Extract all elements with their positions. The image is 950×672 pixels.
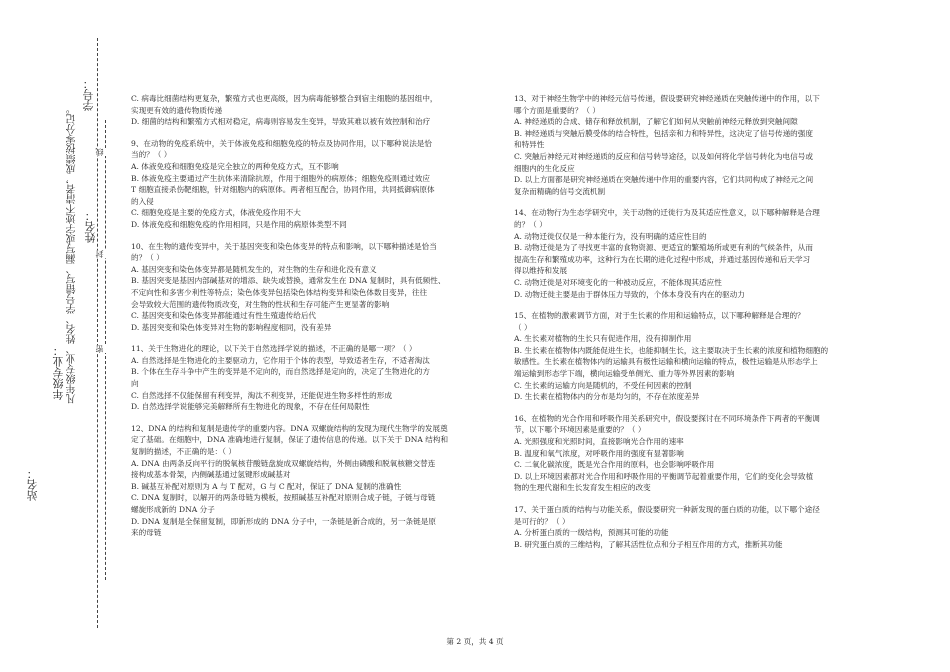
text-line: C. 突触后神经元对神经递质的反应和信号转导途径，以及如何将化学信号转化为电信号或 <box>514 151 813 161</box>
text-line: 的入侵 <box>131 196 154 206</box>
text-line: B. 个体在生存斗争中产生的变异是不定向的，而自然选择是定向的，决定了生物进化的方 <box>131 367 430 377</box>
question-stem-line: 15、在植物的激素调节方面，对于生长素的作用和运输特点，以下哪种解释是合理的？ <box>514 311 805 321</box>
seal-mark-seal: 密 <box>95 345 104 353</box>
question-stem-line: 16、在植物的光合作用和呼吸作用关系研究中，假设要探讨在不同环境条件下两者的平衡调 <box>514 413 820 423</box>
text-line: 敏感性。生长素在植物体内的运输具有极性运输和横向运输的特点，极性运输是从形态学上 <box>514 357 818 367</box>
text-line: 是可行的？（ ） <box>514 516 570 526</box>
text-line: A. 神经递质的合成、储存和释放机制，了解它们如何从突触前神经元释放到突触间隙 <box>514 117 798 127</box>
text-line: 得以维持和发展 <box>514 266 568 276</box>
question-stem-line: 10、在生物的遗传变异中，关于基因突变和染色体变异的特点和影响，以下哪种描述是恰当 <box>131 241 437 251</box>
text-line: 不定向性和多害少利性等特点；染色体变异包括染色体结构变异和染色体数目变异，往往 <box>131 287 428 297</box>
seal-line-notice: 凡年级专业、姓名、学号错写、漏写或字迹不清者，成绩按零分记。 <box>67 104 78 404</box>
name-label: 姓名： <box>84 210 97 243</box>
text-line: A. DNA 由两条反向平行的脱氧核苷酸链盘旋成双螺旋结构，外侧由磷酸和脱氧核糖交替连 <box>131 458 436 468</box>
text-line: B. 基因突变是基因内部碱基对的增添、缺失或替换，通常发生在 DNA 复制时，具有低频性、 <box>131 276 446 286</box>
text-line: 物的生理代谢和生长发育发生相应的改变 <box>514 483 651 493</box>
seal-mark-line: 线 <box>95 148 104 156</box>
page-footer: 第 2 页，共 4 页 <box>446 637 504 646</box>
text-line: 复制的描述，不正确的是：（ ） <box>131 447 236 457</box>
text-line: 提高生存和繁殖成功率，这种行为在长期的进化过程中形成，并通过基因传递和后天学习 <box>514 254 811 264</box>
text-line: A. 体液免疫和细胞免疫是完全独立的两种免疫方式，互不影响 <box>131 161 339 171</box>
text-line: T 细胞直接杀伤靶细胞，针对细胞内的病原体。两者相互配合，协同作用，共同抵御病原体 <box>131 185 435 195</box>
text-line: B. 体液免疫主要通过产生抗体来清除抗原，作用于细胞外的病原体；细胞免疫则通过效应 <box>131 173 430 183</box>
text-line: 向 <box>131 379 139 389</box>
text-line: 当的？（ ） <box>131 150 172 160</box>
text-line: C. 基因突变和染色体变异都能通过有性生殖遗传给后代 <box>131 311 317 321</box>
text-line: 哪个方面是重要的？（ ） <box>514 105 600 115</box>
text-line: C. 病毒比细菌结构更复杂，繁殖方式也更高级，因为病毒能够整合到宿主细胞的基因组中， <box>131 94 438 103</box>
left-column <box>131 93 476 539</box>
text-line: B. 碱基互补配对原则为 A 与 T 配对，G 与 C 配对，保证了 DNA 复制的准确性 <box>131 481 402 491</box>
text-line: A. 分析蛋白质的一级结构，预测其可能的功能 <box>514 528 669 538</box>
text-line: A. 动物迁徙仅仅是一种本能行为，没有明确的适应性目的 <box>514 231 707 241</box>
question-stem-line: 9、在动物的免疫系统中，关于体液免疫和细胞免疫的特点及协同作用，以下哪种说法是恰 <box>131 138 432 148</box>
question-stem-line: 12、DNA 的结构和复制是遗传学的重要内容。DNA 双螺旋结构的发现为现代生物学的发展奠 <box>131 423 448 433</box>
grade-label: 年级专业： <box>52 345 65 400</box>
text-line: B. 生长素在植物体内既能促进生长，也能抑制生长，这主要取决于生长素的浓度和植物细胞的 <box>514 345 829 355</box>
text-line: D. 自然选择学说能够完美解释所有生物进化的现象，不存在任何局限性 <box>131 402 370 412</box>
text-line: 接构成基本骨架，内侧碱基通过氢键形成碱基对 <box>131 470 291 480</box>
text-line: C. 细胞免疫是主要的免疫方式，体液免疫作用不大 <box>131 208 301 218</box>
student-id-label: 学号： <box>82 78 95 111</box>
text-line: 细胞内的生化反应 <box>514 163 575 173</box>
text-line: A. 自然选择是生物进化的主要驱动力，它作用于个体的表型，导致适者生存，不适者淘汰 <box>131 355 430 365</box>
text-line: 定了基础。在细胞中，DNA 准确地进行复制，保证了遗传信息的传递。以下关于 DNA 结构和 <box>131 435 449 445</box>
question-stem-line: 14、在动物行为生态学研究中，关于动物的迁徙行为及其适应性意义，以下哪种解释是合理 <box>514 208 820 218</box>
text-line: B. 研究蛋白质的三维结构，了解其活性位点和分子相互作用的方式，推断其功能 <box>514 539 783 549</box>
school-label: 站名： <box>26 468 39 501</box>
right-column <box>514 93 869 550</box>
text-line: 端运输到形态学下端，横向运输受单侧光、重力等外界因素的影响 <box>514 369 735 379</box>
text-line: 的？（ ） <box>131 253 164 263</box>
text-line: D. 细菌的结构和繁殖方式相对稳定，病毒则容易发生变异，导致其难以被有效控制和治疗 <box>131 117 431 127</box>
text-line: D. 基因突变和染色体变异对生物的影响程度相同，没有差异 <box>131 322 332 332</box>
seal-mark-fill: 封 <box>95 250 104 258</box>
text-line: 螺旋形成新的 DNA 分子 <box>131 505 215 514</box>
question-stem-line: 17、关于蛋白质的结构与功能关系，假设要研究一种新发现的蛋白质的功能，以下哪个途径 <box>514 505 820 514</box>
text-line: 13、对于神经生物学中的神经元信号传递，假设要研究神经递质在突触传递中的作用，以下 <box>514 94 820 103</box>
text-line: D. 动物迁徙主要是由于群体压力导致的，个体本身没有内在的驱动力 <box>514 289 745 299</box>
text-line: B. 神经递质与突触后膜受体的结合特性，包括亲和力和特异性，这决定了信号传递的强度 <box>514 128 813 138</box>
text-line: 来的母链 <box>131 528 162 538</box>
text-line: 节，以下哪个环境因素是重要的？（ ） <box>514 425 646 435</box>
text-line: D. 生长素在植物体内的分布是均匀的，不存在浓度差异 <box>514 392 700 402</box>
text-line: A. 生长素对植物的生长只有促进作用，没有抑制作用 <box>514 334 692 344</box>
text-line: 会导致较大范围的遗传物质改变，对生物的性状和生存可能产生更显著的影响 <box>131 299 390 309</box>
text-line: C. 动物迁徙是对环境变化的一种被动反应，不能体现其适应性 <box>514 277 722 287</box>
text-line: C. DNA 复制时，以解开的两条母链为模板，按照碱基互补配对原则合成子链，子链与母链 <box>131 493 436 503</box>
text-line: D. 以上方面都是研究神经递质在突触传递中作用的重要内容，它们共同构成了神经元之间 <box>514 175 814 185</box>
text-line: B. 动物迁徙是为了寻找更丰富的食物资源、更适宜的繁殖场所或更有利的气候条件，从而 <box>514 243 813 253</box>
text-line: C. 二氧化碳浓度，既是光合作用的原料，也会影响呼吸作用 <box>514 460 715 470</box>
text-line: 实现更有效的遗传物质传递 <box>131 105 223 115</box>
text-line: 复杂而精确的信号交流机制 <box>514 186 606 196</box>
seal-dashed-line-outer <box>97 38 98 628</box>
binding-margin <box>0 0 122 672</box>
question-stem-line: 11、关于生物进化的理论，以下关于自然选择学说的描述，不正确的是哪一项？（ ） <box>131 344 417 354</box>
text-line: （ ） <box>514 322 532 332</box>
text-line: B. 温度和氧气浓度，对呼吸作用的强度有显著影响 <box>514 448 684 458</box>
text-line: D. 以上环境因素都对光合作用和呼吸作用的平衡调节起着重要作用，它们的变化会导致植 <box>514 471 814 481</box>
text-line: 和特异性 <box>514 140 545 150</box>
text-line: D. 体液免疫和细胞免疫的作用相同，只是作用的病原体类型不同 <box>131 219 347 229</box>
text-line: D. DNA 复制是全保留复制，即新形成的 DNA 分子中，一条链是新合成的，另一条链是原 <box>131 516 436 526</box>
text-line: C. 自然选择不仅能保留有利变异，淘汰不利变异，还能促进生物多样性的形成 <box>131 390 392 400</box>
text-line: C. 生长素的运输方向是随机的，不受任何因素的控制 <box>514 380 692 390</box>
text-line: A. 基因突变和染色体变异都是随机发生的，对生物的生存和进化没有意义 <box>131 264 377 274</box>
text-line: 的？（ ） <box>514 219 547 229</box>
text-line: A. 光照强度和光照时间，直接影响光合作用的速率 <box>514 437 684 447</box>
